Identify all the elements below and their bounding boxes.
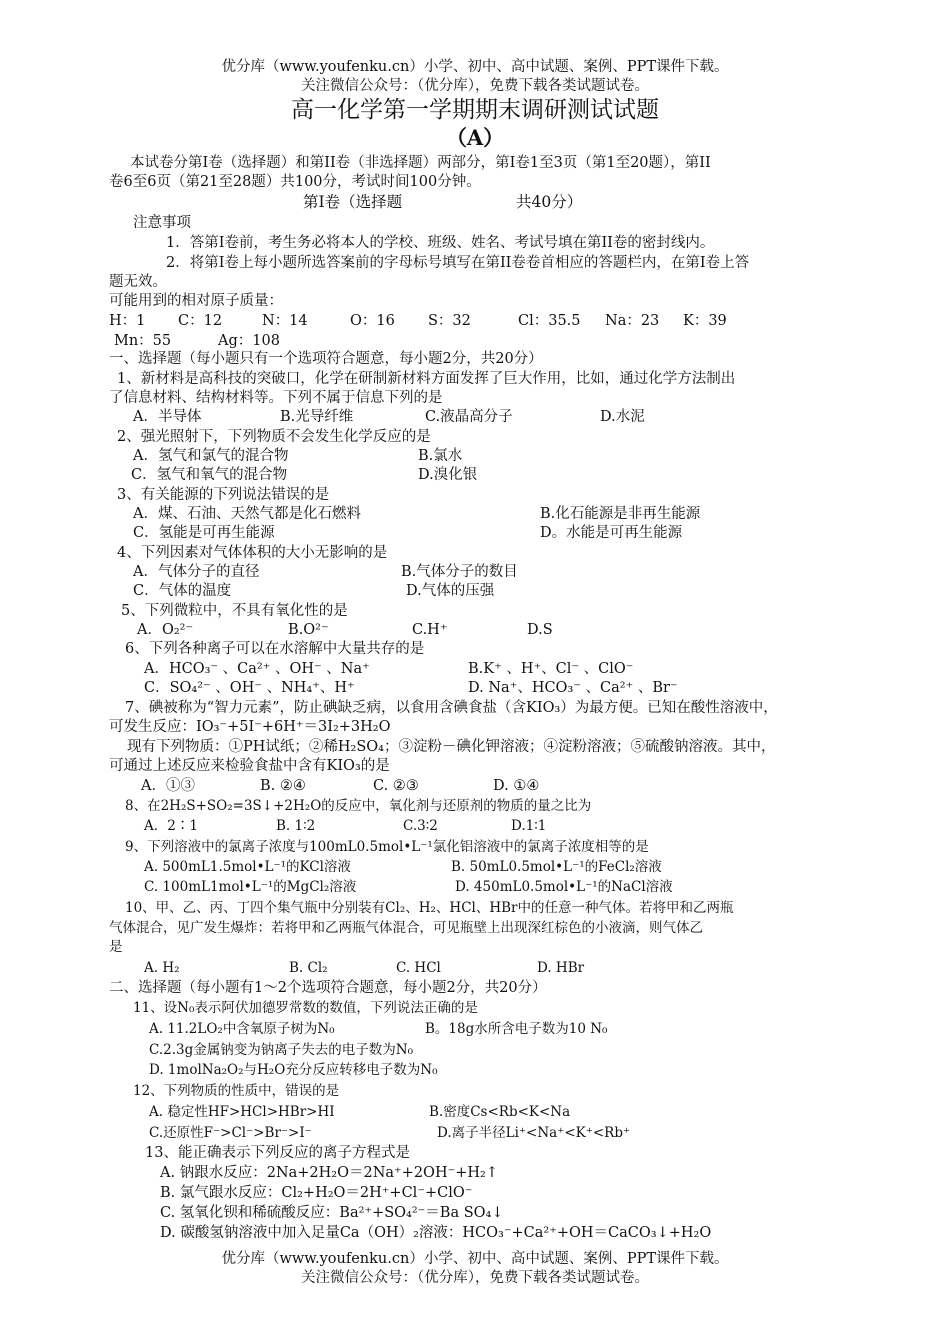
- q2-option-c: C．氢气和氧气的混合物: [131, 467, 288, 483]
- q1-option-a: A．半导体: [133, 409, 202, 425]
- q7-line-a: 7、碘被称为“智力元素”，防止碘缺乏病，以食用含碘食盐（含KIO₃）为最方便。已知在酸性溶液中，: [125, 700, 778, 716]
- q13-stem: 13、能正确表示下列反应的离子方程式是: [145, 1145, 410, 1161]
- page-subtitle: （A）: [445, 125, 505, 150]
- q4-option-c: C．气体的温度: [133, 583, 232, 599]
- q11-option-c: C.2.3g金属钠变为钠离子失去的电子数为N₀: [149, 1042, 413, 1058]
- mass-mn: Mn：55: [114, 333, 172, 349]
- mass-o: O：16: [350, 313, 395, 329]
- q4-option-d: D.气体的压强: [406, 583, 495, 599]
- mass-s: S：32: [428, 313, 471, 329]
- q10-option-c: C. HCl: [396, 960, 441, 976]
- mass-h: H：1: [109, 313, 146, 329]
- q6-option-b: B.K⁺ 、H⁺、Cl⁻ 、ClO⁻: [468, 661, 634, 677]
- q3-option-a: A．煤、石油、天然气都是化石燃料: [133, 506, 361, 522]
- q10-line-a: 10、甲、乙、丙、丁四个集气瓶中分别装有Cl₂、H₂、HCl、HBr中的任意一种气体。若将甲和乙两瓶: [125, 900, 734, 916]
- q4-option-a: A．气体分子的直径: [133, 564, 260, 580]
- q8-option-a: A．2∶1: [144, 818, 198, 834]
- q2-stem: 2、强光照射下，下列物质不会发生化学反应的是: [117, 429, 431, 445]
- q1-line-b: 了信息材料、结构材料等。下列不属于信息下列的是: [109, 390, 443, 406]
- q3-option-b: B.化石能源是非再生能源: [540, 506, 701, 522]
- q13-option-d: D. 碳酸氢钠溶液中加入足量Ca（OH）₂溶液：HCO₃⁻+Ca²⁺+OH＝CaCO₃↓+H₂O: [160, 1225, 712, 1241]
- q6-option-d: D. Na⁺、HCO₃⁻ 、Ca²⁺ 、Br⁻: [468, 680, 678, 696]
- intro-line-1: 本试卷分第I卷（选择题）和第II卷（非选择题）两部分，第I卷1至3页（第1至20题），第II: [130, 155, 711, 171]
- q10-option-d: D. HBr: [537, 960, 585, 976]
- note-2-line-a: 2．将第I卷上每小题所选答案前的字母标号填写在第II卷卷首相应的答题栏内，在第I卷上答: [166, 255, 750, 271]
- mass-ag: Ag：108: [218, 333, 280, 349]
- q10-option-b: B. Cl₂: [289, 960, 328, 976]
- q12-option-d: D.离子半径Li⁺<Na⁺<K⁺<Rb⁺: [437, 1125, 631, 1141]
- q9-option-d: D. 450mL0.5mol•L⁻¹的NaCl溶液: [455, 879, 673, 895]
- note-2-line-b: 题无效。: [109, 274, 167, 290]
- q7-option-d: D. ①④: [493, 778, 540, 794]
- q5-option-a: A．O₂²⁻: [137, 622, 194, 638]
- intro-line-2: 卷6至6页（第21至28题）共100分，考试时间100分钟。: [109, 174, 481, 190]
- q10-option-a: A. H₂: [144, 960, 180, 976]
- q12-option-b: B.密度Cs<Rb<K<Na: [429, 1104, 571, 1120]
- q11-option-a: A. 11.2LO₂中含氧原子树为N₀: [149, 1021, 335, 1037]
- mass-n: N：14: [262, 313, 308, 329]
- q5-stem: 5、下列微粒中，不具有氧化性的是: [121, 603, 348, 619]
- note-1: 1．答第I卷前，考生务必将本人的学校、班级、姓名、考试号填在第II卷的密封线内。: [166, 235, 715, 251]
- q9-option-c: C. 100mL1mol•L⁻¹的MgCl₂溶液: [144, 879, 357, 895]
- mass-k: K：39: [683, 313, 727, 329]
- q2-option-a: A．氢气和氯气的混合物: [133, 448, 289, 464]
- q8-stem: 8、在2H₂S+SO₂=3S↓+2H₂O的反应中，氧化剂与还原剂的物质的量之比为: [125, 798, 592, 814]
- q5-option-c: C.H⁺: [412, 622, 448, 638]
- q1-line-a: 1、新材料是高科技的突破口，化学在研制新材料方面发挥了巨大作用，比如，通过化学方法制出: [117, 371, 736, 387]
- q6-option-a: A．HCO₃⁻ 、Ca²⁺ 、OH⁻ 、Na⁺: [144, 661, 370, 677]
- q10-line-b: 气体混合，见广发生爆炸：若将甲和乙两瓶气体混合，可见瓶壁上出现深红棕色的小液滴，则气体乙: [109, 920, 703, 936]
- q8-option-d: D.1∶1: [511, 818, 547, 834]
- q3-option-c: C．氢能是可再生能源: [133, 525, 275, 541]
- q7-option-a: A．①③: [141, 778, 195, 794]
- q2-option-b: B.氯水: [418, 448, 463, 464]
- q7-line-b: 可发生反应：IO₃⁻+5I⁻+6H⁺＝3I₂+3H₂O: [109, 719, 391, 735]
- q9-option-b: B. 50mL0.5mol•L⁻¹的FeCl₂溶液: [451, 859, 662, 875]
- q1-option-b: B.光导纤维: [280, 409, 354, 425]
- header-line-1: 优分库（www.youfenku.cn）小学、初中、高中试题、案例、PPT课件下载。: [221, 59, 729, 75]
- mass-c: C：12: [178, 313, 223, 329]
- q9-stem: 9、下列溶液中的氯离子浓度与100mL0.5mol•L⁻¹氯化铝溶液中的氯离子浓度相等的是: [125, 839, 649, 855]
- q8-option-b: B. 1∶2: [276, 818, 316, 834]
- q5-option-d: D.S: [527, 622, 553, 638]
- section2-heading: 二、选择题（每小题有1～2个选项符合题意，每小题2分，共20分）: [109, 980, 547, 996]
- page-title: 高一化学第一学期期末调研测试试题: [291, 97, 659, 123]
- footer-line-2: 关注微信公众号：（优分库），免费下载各类试题试卷。: [301, 1270, 649, 1286]
- mass-cl: Cl：35.5: [518, 313, 581, 329]
- q12-stem: 12、下列物质的性质中，错误的是: [133, 1083, 340, 1099]
- q2-option-d: D.溴化银: [418, 467, 478, 483]
- q3-stem: 3、有关能源的下列说法错误的是: [117, 487, 330, 503]
- q6-option-c: C．SO₄²⁻ 、OH⁻ 、NH₄⁺、H⁺: [144, 680, 355, 696]
- q7-line-c: 现有下列物质：①PH试纸；②稀H₂SO₄；③淀粉－碘化钾溶液；④淀粉溶液；⑤硫酸钠溶液。其中，: [127, 739, 776, 755]
- q10-line-c: 是: [109, 939, 123, 955]
- notes-heading: 注意事项: [133, 215, 191, 231]
- q11-option-b: B。18g水所含电子数为10 N₀: [425, 1021, 608, 1037]
- q1-option-c: C.液晶高分子: [425, 409, 513, 425]
- q5-option-b: B.O²⁻: [288, 622, 329, 638]
- q9-option-a: A. 500mL1.5mol•L⁻¹的KCl溶液: [144, 859, 351, 875]
- part1-title-b: 共40分）: [516, 193, 583, 211]
- q1-option-d: D.水泥: [600, 409, 645, 425]
- q4-option-b: B.气体分子的数目: [401, 564, 518, 580]
- q13-option-b: B. 氯气跟水反应：Cl₂+H₂O＝2H⁺+Cl⁻+ClO⁻: [160, 1185, 473, 1201]
- part1-title-a: 第I卷（选择题: [303, 193, 403, 211]
- q4-stem: 4、下列因素对气体体积的大小无影响的是: [117, 545, 388, 561]
- q11-stem: 11、设N₀表示阿伏加德罗常数的数值，下列说法正确的是: [133, 1000, 478, 1016]
- q13-option-c: C. 氢氧化钡和稀硫酸反应：Ba²⁺+SO₄²⁻＝Ba SO₄↓: [160, 1205, 504, 1221]
- mass-na: Na：23: [605, 313, 660, 329]
- q6-stem: 6、下列各种离子可以在水溶解中大量共存的是: [125, 641, 425, 657]
- header-line-2: 关注微信公众号：（优分库），免费下载各类试题试卷。: [301, 78, 649, 94]
- masses-heading: 可能用到的相对原子质量：: [109, 293, 283, 309]
- section1-heading: 一、选择题（每小题只有一个选项符合题意，每小题2分，共20分）: [109, 351, 543, 367]
- q8-option-c: C.3∶2: [403, 818, 438, 834]
- q7-option-c: C. ②③: [373, 778, 419, 794]
- footer-line-1: 优分库（www.youfenku.cn）小学、初中、高中试题、案例、PPT课件下载。: [221, 1251, 729, 1267]
- q7-option-b: B. ②④: [260, 778, 306, 794]
- q3-option-d: D。水能是可再生能源: [540, 525, 683, 541]
- q11-option-d: D. 1molNa₂O₂与H₂O充分反应转移电子数为N₀: [149, 1062, 438, 1078]
- q7-line-d: 可通过上述反应来检验食盐中含有KIO₃的是: [109, 758, 390, 774]
- q12-option-c: C.还原性F⁻>Cl⁻>Br⁻>I⁻: [149, 1125, 312, 1141]
- q13-option-a: A. 钠跟水反应：2Na+2H₂O＝2Na⁺+2OH⁻+H₂↑: [160, 1165, 498, 1181]
- q12-option-a: A. 稳定性HF>HCl>HBr>HI: [149, 1104, 335, 1120]
